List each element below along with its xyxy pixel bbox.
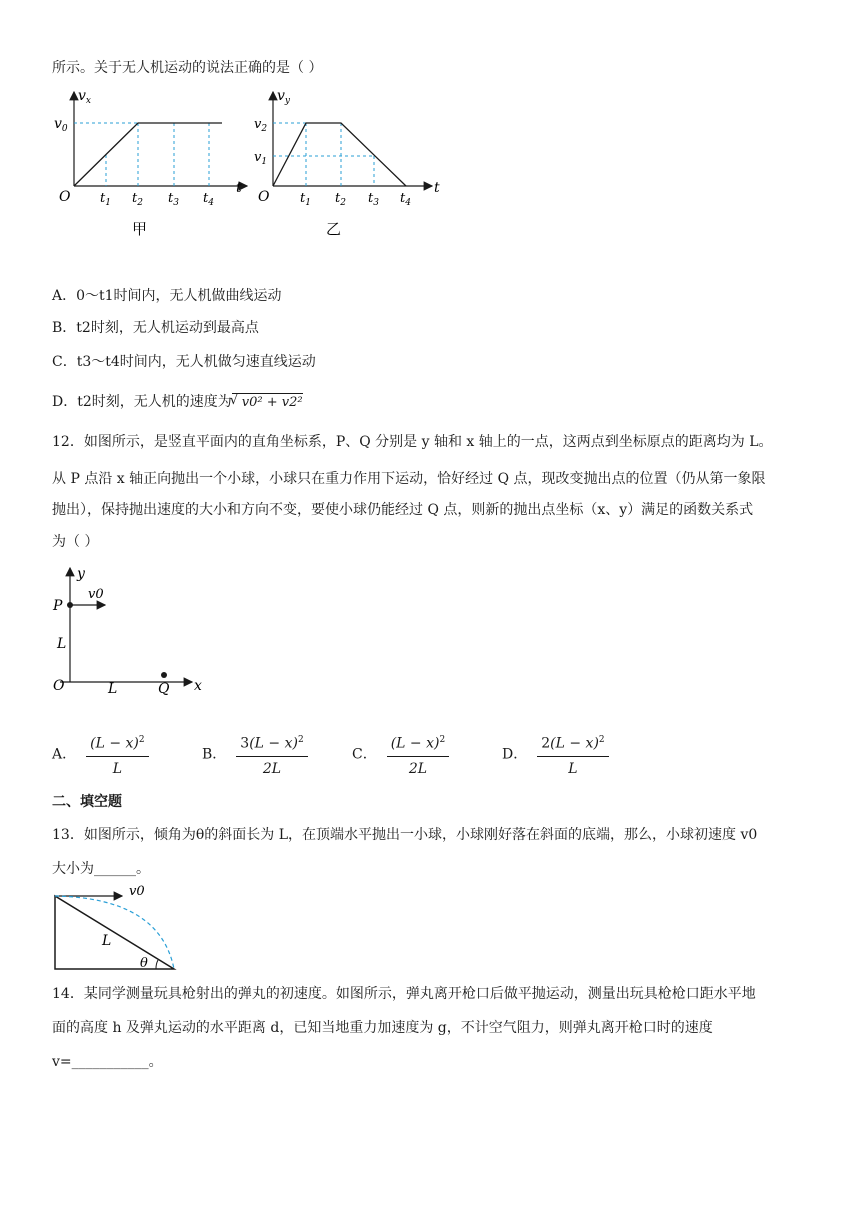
yi-ytick-label: $v_1$ bbox=[254, 150, 268, 167]
yi-tick-label: $t_2$ bbox=[335, 191, 346, 208]
graph-yi bbox=[250, 86, 450, 246]
angle-arc bbox=[156, 960, 158, 969]
graph-jia bbox=[52, 86, 257, 246]
q11-intro: 所示。关于无人机运动的说法正确的是（ ） bbox=[52, 60, 323, 76]
q12-line4: 为（ ） bbox=[52, 534, 99, 550]
q11-option-b[interactable]: B．t2时刻，无人机运动到最高点 bbox=[52, 320, 259, 336]
incline-triangle bbox=[55, 896, 174, 969]
q14-line3[interactable]: v=___________。 bbox=[52, 1054, 163, 1070]
yi-tick-label: $t_4$ bbox=[400, 191, 411, 208]
q11-option-d-label: D．t2时刻，无人机的速度为 bbox=[52, 394, 232, 410]
yi-graph-line bbox=[273, 123, 406, 186]
svg-text:L: L bbox=[102, 933, 112, 949]
section-title: 二、填空题 bbox=[52, 794, 122, 810]
svg-text:Q: Q bbox=[158, 681, 170, 697]
jia-tick-label: $t_2$ bbox=[132, 191, 143, 208]
yi-ytick-label: $v_2$ bbox=[254, 117, 268, 134]
q12-option-d[interactable]: D． $\frac{2(L - x)^2}{L}$ bbox=[502, 730, 609, 779]
q13-line1: 13．如图所示，倾角为θ的斜面长为 L，在顶端水平抛出一小球，小球刚好落在斜面的底端，那么，小球初速度 v0 bbox=[52, 827, 758, 843]
svg-text:v0: v0 bbox=[129, 884, 145, 899]
jia-graph-line bbox=[74, 123, 222, 186]
q12-option-a[interactable]: A． $\frac{(L - x)^2}{L}$ bbox=[52, 730, 149, 779]
svg-text:L: L bbox=[108, 681, 118, 697]
q13-figure bbox=[52, 884, 192, 974]
sqrt-formula: √ v0² + v2² bbox=[229, 393, 303, 410]
svg-text:O: O bbox=[53, 678, 65, 694]
jia-tick-label: $t_4$ bbox=[203, 191, 214, 208]
q12-option-c[interactable]: C． $\frac{(L - x)^2}{2L}$ bbox=[352, 730, 449, 779]
jia-tick-label: $t_1$ bbox=[100, 191, 111, 208]
q12-line3: 抛出），保持抛出速度的大小和方向不变，要使小球仍能经过 Q 点，则新的抛出点坐标（x、y）满足的函数关系式 bbox=[52, 502, 754, 518]
q13-line2[interactable]: 大小为______。 bbox=[52, 861, 150, 877]
svg-text:vy: $v_y$ bbox=[277, 88, 291, 106]
q14-line2: 面的高度 h 及弹丸运动的水平距离 d，已知当地重力加速度为 g，不计空气阻力，则弹丸离开枪口时的速度 bbox=[52, 1020, 713, 1036]
svg-text:y: y bbox=[77, 566, 85, 582]
yi-caption: 乙 bbox=[326, 220, 342, 238]
svg-text:O: O bbox=[59, 189, 71, 205]
jia-caption: 甲 bbox=[132, 220, 148, 238]
q11-option-a[interactable]: A．0～t1时间内，无人机做曲线运动 bbox=[52, 288, 282, 304]
q12-point-q bbox=[161, 672, 167, 678]
q11-option-d[interactable] bbox=[52, 392, 303, 412]
q12-line1: 12．如图所示，是竖直平面内的直角坐标系，P、Q 分别是 y 轴和 x 轴上的一点，这两点到坐标原点的距离均为 L。 bbox=[52, 434, 773, 450]
svg-text:t: t bbox=[236, 180, 242, 196]
yi-tick-label: $t_3$ bbox=[368, 191, 379, 208]
svg-text:P: P bbox=[53, 598, 63, 614]
q12-option-b[interactable]: B． $\frac{3(L - x)^2}{2L}$ bbox=[202, 730, 308, 779]
svg-text:L: L bbox=[57, 636, 67, 652]
svg-text:v0: $v_0$ bbox=[54, 116, 68, 134]
svg-text:vx: $v_x$ bbox=[78, 88, 91, 106]
q12-point-p bbox=[67, 602, 73, 608]
svg-text:x: x bbox=[194, 678, 202, 694]
svg-text:v0: v0 bbox=[88, 587, 104, 602]
svg-text:t: t bbox=[434, 180, 440, 196]
svg-text:θ: θ bbox=[140, 956, 148, 971]
q11-option-c[interactable]: C．t3～t4时间内，无人机做匀速直线运动 bbox=[52, 354, 316, 370]
q12-line2: 从 P 点沿 x 轴正向抛出一个小球，小球只在重力作用下运动，恰好经过 Q 点，现改变抛出点的位置（仍从第一象限 bbox=[52, 471, 766, 487]
yi-tick-label: $t_1$ bbox=[300, 191, 311, 208]
q14-line1: 14．某同学测量玩具枪射出的弹丸的初速度。如图所示，弹丸离开枪口后做平抛运动，测量出玩具枪枪口距水平地 bbox=[52, 986, 756, 1002]
q12-figure bbox=[50, 562, 220, 712]
svg-text:O: O bbox=[258, 189, 270, 205]
jia-tick-label: $t_3$ bbox=[168, 191, 179, 208]
